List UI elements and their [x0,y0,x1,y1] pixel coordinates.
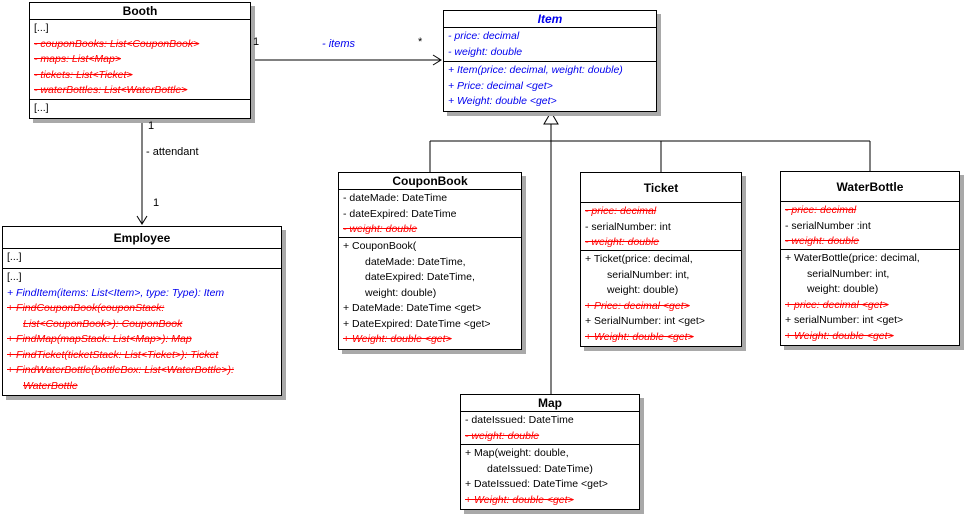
member-row: + Weight: double <get> [785,329,894,342]
class-couponbook-methods [339,238,521,349]
class-waterbottle[interactable] [780,171,960,346]
class-item[interactable] [443,10,657,112]
class-ticket[interactable] [580,172,742,347]
member-row: + DateExpired: DateTime <get> [343,317,491,330]
class-employee-methods [3,269,281,395]
association-label-items: - items [322,38,355,50]
class-map-attributes [461,412,639,445]
member-row: - tickets: List<Ticket> [34,68,133,81]
class-item-attributes [444,28,656,62]
class-employee-title: Employee [3,227,281,249]
class-booth-methods [30,100,250,118]
member-row: - price: decimal [448,30,520,42]
member-row: WaterBottle [23,379,78,392]
member-row: [...] [34,22,49,34]
class-couponbook-title: CouponBook [339,173,521,190]
class-ticket-attributes [581,203,741,251]
member-row: + SerialNumber: int <get> [585,315,705,327]
member-row: + CouponBook( [343,240,417,252]
member-row: [...] [34,102,49,114]
multiplicity-booth-items-source: 1 [253,36,260,48]
member-row: + WaterBottle(price: decimal, [785,252,920,264]
member-row: - dateMade: DateTime [343,192,448,204]
member-row: dateIssued: DateTime) [487,462,593,475]
member-row: - serialNumber :int [785,219,871,232]
member-row: - weight: double [585,236,660,248]
multiplicity-booth-items-target: * [418,36,423,48]
member-row: dateMade: DateTime, [365,255,466,268]
member-row: dateExpired: DateTime, [365,271,475,283]
class-item-methods [444,62,656,111]
multiplicity-attendant-source: 1 [148,120,155,132]
member-row: - weight: double [343,223,418,235]
member-row: - price: decimal [785,204,857,216]
member-row: - dateExpired: DateTime [343,207,457,220]
association-booth-item[interactable] [251,55,441,65]
multiplicity-attendant-target: 1 [153,197,160,209]
member-row: - weight: double [465,429,540,442]
member-row: + FindWaterBottle(bottleBox: List<WaterBottle>): [7,364,234,376]
class-couponbook[interactable] [338,172,522,350]
member-row: + Weight: double <get> [448,95,557,107]
member-row: weight: double) [365,286,437,299]
member-row: + FindMap(mapStack: List<Map>): Map [7,333,192,345]
class-waterbottle-title: WaterBottle [781,172,959,202]
member-row: + Price: decimal <get> [585,299,690,312]
class-map-title: Map [461,395,639,412]
class-employee[interactable] [2,226,282,396]
member-row: - waterBottles: List<WaterBottle> [34,84,188,96]
class-item-title: Item [444,11,656,28]
class-waterbottle-methods [781,250,959,345]
class-couponbook-attributes [339,190,521,238]
member-row: + Item(price: decimal, weight: double) [448,64,623,76]
member-row: + DateMade: DateTime <get> [343,302,482,314]
member-row: serialNumber: int, [807,267,890,280]
member-row: weight: double) [607,284,679,296]
member-row: + Weight: double <get> [585,330,694,343]
member-row: + FindCouponBook(couponStack: [7,302,165,314]
member-row: [...] [7,271,22,283]
member-row: + DateIssued: DateTime <get> [465,478,608,490]
class-map[interactable] [460,394,640,510]
class-employee-attributes [3,249,281,269]
member-row: [...] [7,251,22,263]
association-label-attendant: - attendant [146,146,199,158]
member-row: - price: decimal [585,205,657,217]
member-row: - weight: double [448,45,523,58]
member-row: + Map(weight: double, [465,447,569,459]
hollow-triangle-icon [544,112,558,124]
member-row: - serialNumber: int [585,220,671,233]
member-row: + price: decimal <get> [785,298,889,311]
class-booth[interactable] [29,2,251,119]
member-row: - weight: double [785,235,860,247]
member-row: - couponBooks: List<CouponBook> [34,37,200,50]
member-row: + Weight: double <get> [465,493,574,506]
class-booth-title: Booth [30,3,250,20]
member-row: + Ticket(price: decimal, [585,253,693,265]
member-row: + FindItem(items: List<Item>, type: Type): Item [7,286,225,299]
class-ticket-methods [581,251,741,346]
member-row: - dateIssued: DateTime [465,414,574,426]
member-row: - maps: List<Map> [34,53,121,65]
association-booth-employee[interactable] [137,115,147,224]
member-row: + FindTicket(ticketStack: List<Ticket>): Ticket [7,348,219,361]
member-row: serialNumber: int, [607,268,690,281]
member-row: List<CouponBook>): CouponBook [23,317,183,330]
member-row: + Weight: double <get> [343,333,452,345]
class-booth-attributes [30,20,250,100]
member-row: + serialNumber: int <get> [785,314,904,326]
class-map-methods [461,445,639,509]
member-row: weight: double) [807,283,879,295]
class-waterbottle-attributes [781,202,959,250]
class-ticket-title: Ticket [581,173,741,203]
member-row: + Price: decimal <get> [448,79,553,92]
